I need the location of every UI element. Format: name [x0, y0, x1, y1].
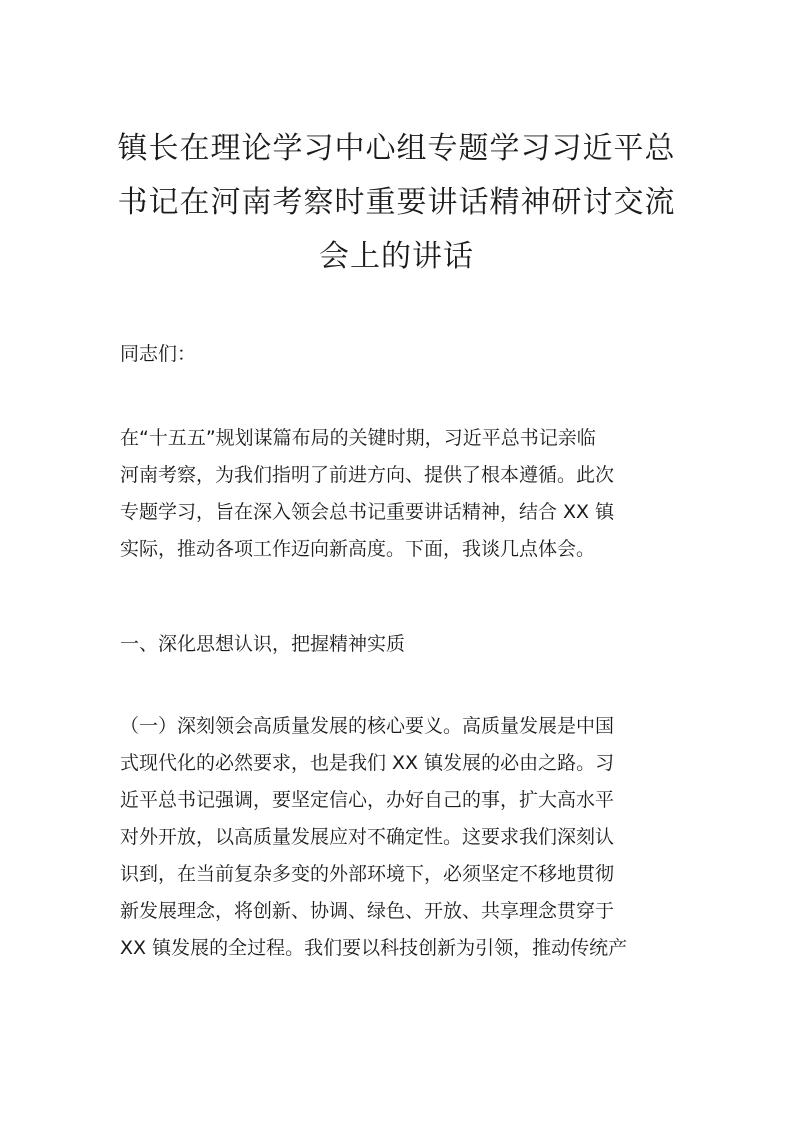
paragraph-line: 式现代化的必然要求，也是我们 XX 镇发展的必由之路。习 [120, 752, 615, 774]
paragraph-line: 对外开放，以高质量发展应对不确定性。这要求我们深刻认 [120, 826, 615, 848]
section-heading-text: 一、深化思想认识，把握精神实质 [120, 633, 406, 655]
paragraph-line: 河南考察，为我们指明了前进方向、提供了根本遵循。此次 [120, 464, 615, 486]
paragraph-line: 实际，推动各项工作迈向新高度。下面，我谈几点体会。 [120, 538, 596, 560]
paragraph-line: 专题学习，旨在深入领会总书记重要讲话精神，结合 XX 镇 [120, 501, 615, 523]
paragraph-line: 在“十五五”规划谋篇布局的关键时期，习近平总书记亲临 [120, 427, 596, 449]
section-paragraph [120, 708, 680, 967]
title-line: 镇长在理论学习中心组专题学习习近平总 [117, 131, 676, 166]
document-title [110, 122, 683, 284]
greeting [120, 336, 680, 373]
section-heading [120, 626, 680, 663]
paragraph-line: （一）深刻领会高质量发展的核心要义。高质量发展是中国 [120, 715, 615, 737]
paragraph-line: 近平总书记强调，要坚定信心，办好自己的事，扩大高水平 [120, 789, 615, 811]
paragraph-line: 新发展理念，将创新、协调、绿色、开放、共享理念贯穿于 [120, 900, 615, 922]
title-line: 书记在河南考察时重要讲话精神研讨交流 [117, 185, 676, 220]
title-line: 会上的讲话 [319, 239, 474, 274]
paragraph-line: XX 镇发展的全过程。我们要以科技创新为引领，推动传统产 [120, 937, 628, 959]
intro-paragraph [120, 420, 680, 568]
paragraph-line: 识到，在当前复杂多变的外部环境下，必须坚定不移地贯彻 [120, 863, 615, 885]
greeting-text: 同志们： [120, 343, 197, 365]
